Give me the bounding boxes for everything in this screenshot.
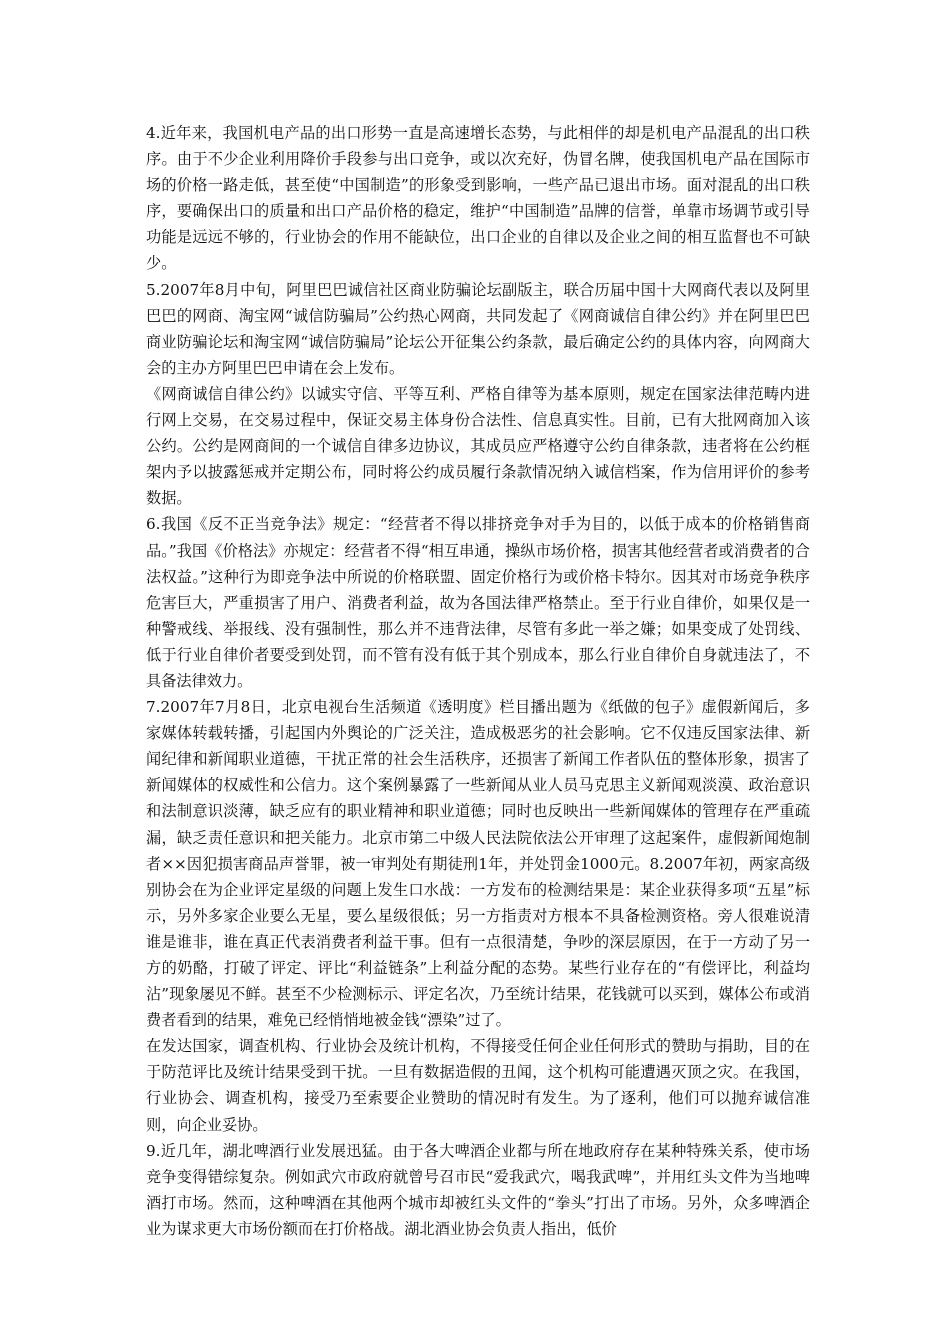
paragraph-item-5: 5.2007年8月中旬，阿里巴巴诚信社区商业防骗论坛副版主，联合历届中国十大网商代表以及阿里巴巴的网商、淘宝网“诚信防骗局”公约热心网商，共同发起了《网商诚信自律公约》并在阿里巴巴商业防骗论坛和淘宝网“诚信防骗局”论坛公开征集公约条款，最后确定公约的具体内容，向网商大会的主办方阿里巴巴申请在会上发布。: [146, 280, 810, 377]
document-body: [146, 120, 810, 1242]
paragraph-item-6: 6.我国《反不正当竞争法》规定：“经营者不得以排挤竞争对手为目的，以低于成本的价格销售商品。”我国《价格法》亦规定：经营者不得“相互串通，操纵市场价格，损害其他经营者或消费者的合法权益。”这种行为即竞争法中所说的价格联盟、固定价格行为或价格卡特尔。因其对市场竞争秩序危害巨大，严重损害了用户、消费者利益，故为各国法律严格禁止。至于行业自律价，如果仅是一种警戒线、举报线、没有强制性，那么并不违背法律，尽管有多此一举之嫌；如果变成了处罚线、低于行业自律价者要受到处罚，而不管有没有低于其个别成本，那么行业自律价自身就违法了，不具备法律效力。: [146, 515, 810, 690]
paragraph-item-4: 4.近年来，我国机电产品的出口形势一直是高速增长态势，与此相伴的却是机电产品混乱的出口秩序。由于不少企业利用降价手段参与出口竞争，或以次充好，伪冒名牌，使我国机电产品在国际市场的价格一路走低，甚至使“中国制造”的形象受到影响，一些产品已退出市场。面对混乱的出口秩序，要确保出口的质量和出口产品价格的稳定，维护“中国制造”品牌的信誉，单靠市场调节或引导功能是远远不够的，行业协会的作用不能缺位，出口企业的自律以及企业之间的相互监督也不可缺少。: [146, 124, 810, 273]
paragraph-item-7-8: 7.2007年7月8日，北京电视台生活频道《透明度》栏目播出题为《纸做的包子》虚假新闻后，多家媒体转载转播，引起国内外舆论的广泛关注，造成极恶劣的社会影响。它不仅违反国家法律、新闻纪律和新闻职业道德，干扰正常的社会生活秩序，还损害了新闻工作者队伍的整体形象，损害了新闻媒体的权威性和公信力。这个案例暴露了一些新闻从业人员马克思主义新闻观淡漠、政治意识和法制意识淡薄，缺乏应有的职业精神和职业道德；同时也反映出一些新闻媒体的管理存在严重疏漏，缺乏责任意识和把关能力。北京市第二中级人民法院依法公开审理了这起案件，虚假新闻炮制者××因犯损害商品声誉罪，被一审判处有期徒刑1年，并处罚金1000元。8.2007年初，两家高级别协会在为企业评定星级的问题上发生口水战：一方发布的检测结果是：某企业获得多项“五星”标示，另外多家企业要么无星，要么星级很低；另一方指责对方根本不具备检测资格。旁人很难说清谁是谁非，谁在真正代表消费者利益干事。但有一点很清楚，争吵的深层原因，在于一方动了另一方的奶酪，打破了评定、评比“利益链条”上利益分配的态势。某些行业存在的“有偿评比，利益均沾”现象屡见不鲜。甚至不少检测标示、评定名次，乃至统计结果，花钱就可以买到，媒体公布或消费者看到的结果，难免已经悄悄地被金钱“漂染”过了。: [146, 698, 810, 1030]
paragraph-item-5-continued: 《网商诚信自律公约》以诚实守信、平等互利、严格自律等为基本原则，规定在国家法律范畴内进行网上交易，在交易过程中，保证交易主体身份合法性、信息真实性。目前，已有大批网商加入该公约。公约是网商间的一个诚信自律多边协议，其成员应严格遵守公约自律条款，违者将在公约框架内予以披露惩戒并定期公布，同时将公约成员履行条款情况纳入诚信档案，作为信用评价的参考数据。: [146, 384, 810, 508]
paragraph-item-8-continued: 在发达国家，调查机构、行业协会及统计机构，不得接受任何企业任何形式的赞助与捐助，目的在于防范评比及统计结果受到干扰。一旦有数据造假的丑闻，这个机构可能遭遇灭顶之灾。在我国，行业协会、调查机构，接受乃至索要企业赞助的情况时有发生。为了逐利，他们可以抛弃诚信准则，向企业妥协。: [146, 1037, 810, 1134]
paragraph-item-9: 9.近几年，湖北啤酒行业发展迅猛。由于各大啤酒企业都与所在地政府存在某种特殊关系，使市场竞争变得错综复杂。例如武穴市政府就曾号召市民“爱我武穴，喝我武啤”，并用红头文件为当地啤酒打市场。然而，这种啤酒在其他两个城市却被红头文件的“拳头”打出了市场。另外，众多啤酒企业为谋求更大市场份额而在打价格战。湖北酒业协会负责人指出，低价: [146, 1141, 810, 1238]
